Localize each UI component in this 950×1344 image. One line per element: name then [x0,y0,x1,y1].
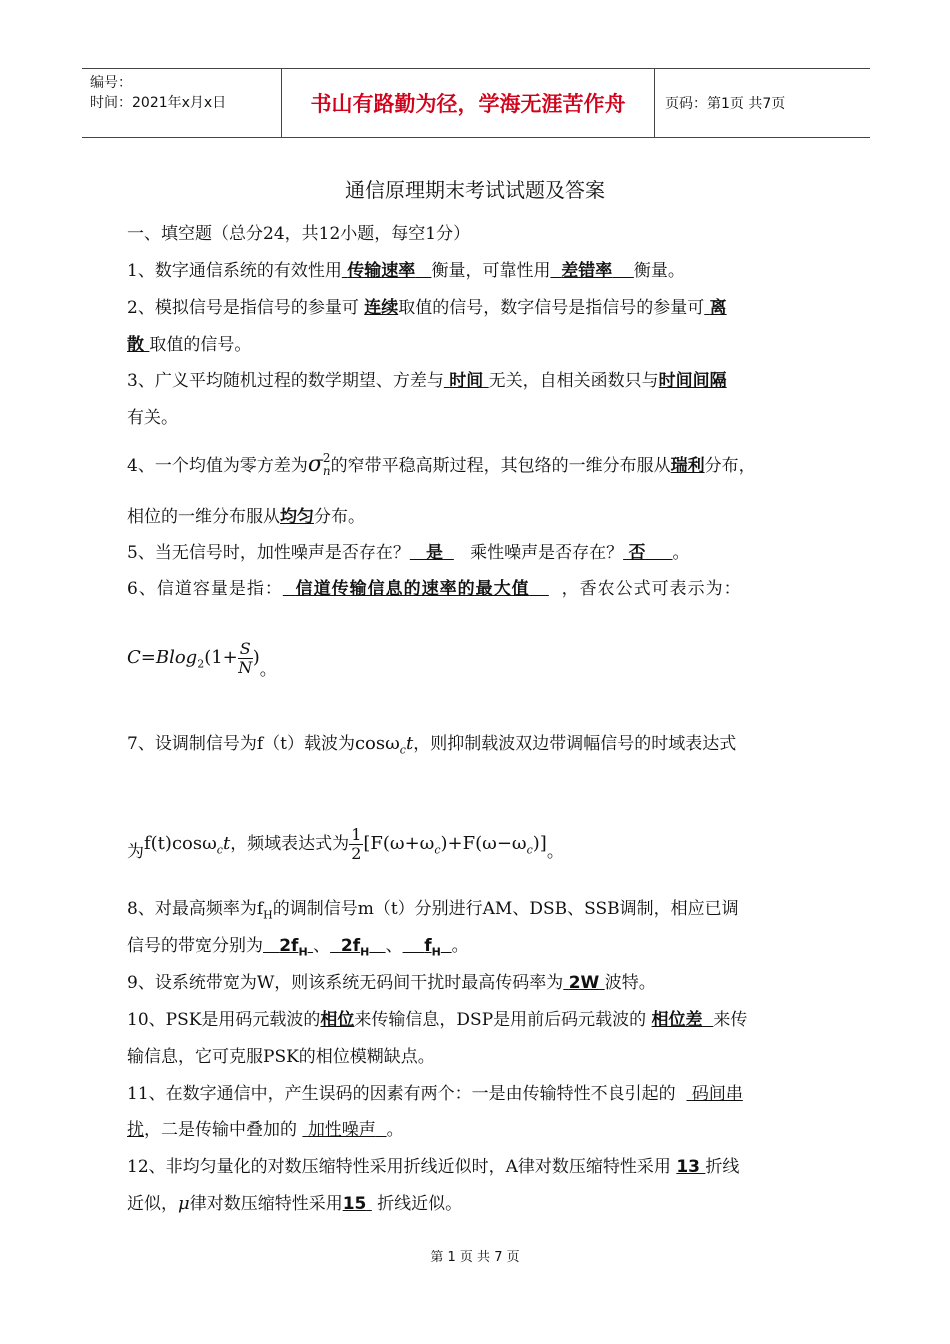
question-3-line2: 有关。 [127,408,178,428]
header-info-cell [82,69,282,137]
question-3-line1: 3、广义平均随机过程的数学期望、方差与 时间 无关，自相关函数只与时间间隔 [127,371,727,391]
answer-12b: 15 [342,1194,367,1214]
answer-11b: 加性噪声 [307,1120,376,1140]
page-footer: 第 1 页 共 7 页 [430,1250,520,1265]
number-label: 编号： [90,75,132,91]
answer-11a: 码间串 [691,1084,743,1104]
question-4-line1: 4、一个均值为零方差为σ 2 n 的窄带平稳高斯过程，其包络的一维分布服从瑞利分布， [127,451,756,478]
answer-6: 信道传输信息的速率的最大值 [295,579,530,599]
question-12-line1: 12、非均匀量化的对数压缩特性采用折线近似时，A律对数压缩特性采用 13 折线 [127,1157,740,1177]
answer-10a: 相位 [320,1010,355,1030]
answer-8b: $2f_H$ [340,936,370,959]
answer-1a: 传输速率 [347,261,416,281]
section-heading: 一、填空题（总分24，共12小题，每空1分） [127,224,471,244]
question-7-line1: 7、设调制信号为f（t）载波为cosω$_c$t，则抑制载波双边带调幅信号的时域表达式 [127,733,737,757]
question-2-line2: 散 取值的信号。 [127,335,252,355]
question-4-line2: 相位的一维分布服从均匀分布。 [127,507,365,527]
answer-12a: 13 [676,1157,700,1177]
question-10-line2: 输信息，它可克服PSK的相位模糊缺点。 [127,1047,435,1067]
answer-3a: 时间 [449,371,484,391]
time-label: 时间：2021年x月x日 [90,95,227,111]
motto: 书山有路勤为径，学海无涯苦作舟 [282,69,655,137]
answer-9: 2W [568,973,600,993]
question-7-line2: 为f(t)cosω$_c$t，频域表达式为 $\frac{1}{2}$ $[F(\omega+\omega_c)+F(\omega-\omega_c)]$。 [127,825,564,863]
header-table [82,68,870,138]
answer-4a: 瑞利 [670,456,705,476]
answer-8a: $2f_H$ [279,936,308,959]
answer-2b: 离 [709,298,727,318]
question-5: 5、当无信号时，加性噪声是否存在？ 是 乘性噪声是否存在？ 否 。 [127,543,690,563]
answer-3b: 时间间隔 [658,371,727,391]
answer-10b: 相位差 [651,1010,703,1030]
answer-5a: 是 [426,543,444,563]
answer-2a: 连续 [364,298,399,318]
question-12-line2: 近似，μ律对数压缩特性采用15 折线近似。 [127,1193,463,1214]
question-6: 6、信道容量是指： 信道传输信息的速率的最大值 ，香农公式可表示为： [127,579,742,599]
answer-4b: 均匀 [280,507,314,527]
question-2-line1: 2、模拟信号是指信号的参量可 连续取值的信号，数字信号是指信号的参量可 离 [127,298,727,318]
answer-8c: $f_H$ [424,936,441,959]
page-label: 页码：第1页 共7页 [665,96,786,112]
question-11-line2: 扰，二是传输中叠加的 加性噪声 。 [127,1120,404,1140]
sigma-symbol: σ 2 n [307,451,331,478]
question-1: 1、数字通信系统的有效性用 传输速率 衡量，可靠性用 差错率 衡量。 [127,261,685,281]
question-8-line1: 8、对最高频率为$f_H$的调制信号m（t）分别进行AM、DSB、SSB调制，相应已调 [127,899,739,922]
document-title: 通信原理期末考试试题及答案 [345,178,605,202]
answer-1b: 差错率 [561,261,613,281]
question-10-line1: 10、PSK是用码元载波的相位来传输信息，DSP是用前后码元载波的 相位差 来传 [127,1010,748,1030]
question-8-line2: 信号的带宽分别为 $2f_H$ 、 $2f_H$ 、 $f_H$ 。 [127,936,469,959]
answer-5b: 否 [628,543,646,563]
question-11-line1: 11、在数字通信中，产生误码的因素有两个：一是由传输特性不良引起的 码间串 [127,1084,743,1104]
question-9: 9、设系统带宽为W，则该系统无码间干扰时最高传码率为 2W 波特。 [127,973,656,993]
shannon-formula: C=Blog$_2$(1+ $\frac{S}{N}$ )。 [127,639,277,680]
